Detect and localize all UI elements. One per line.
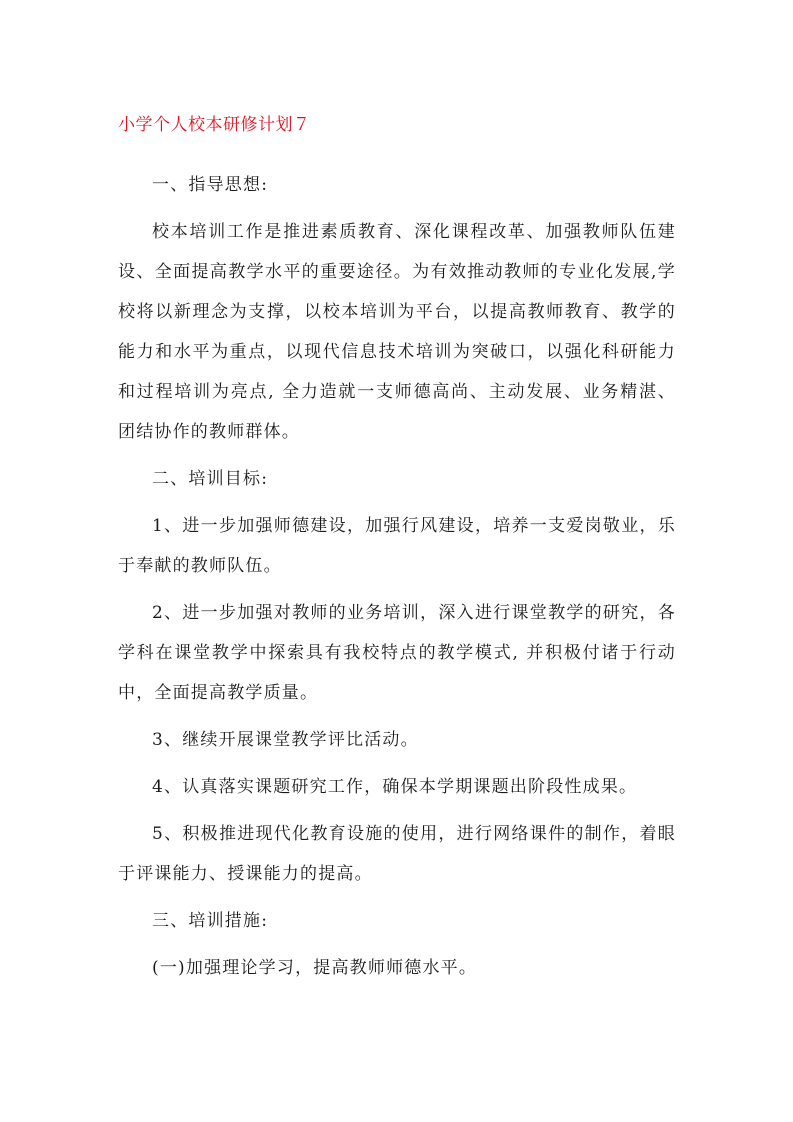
measure-item-1: (一)加强理论学习，提高教师师德水平。 (152, 958, 478, 978)
document-title: 小学个人校本研修计划７ (118, 115, 311, 135)
document-body (118, 113, 676, 995)
paragraph-guiding-ideology: 校本培训工作是推进素质教育、深化课程改革、加强教师队伍建设、全面提高教学水平的重要途径。为有效推动教师的专业化发展,学校将以新理念为支撑，以校本培训为平台，以提高教师教育、教学的能力和水平为重点，以现代信息技术培训为突破口，以强化科研能力和过程培训为亮点, 全力造就一支师德高尚、主动发展、业务精湛、团结协作的教师群体。 (118, 222, 676, 442)
goal-item-4: 4、认真落实课题研究工作，确保本学期课题出阶段性成果。 (152, 777, 638, 797)
goal-item-1: 1、进一步加强师德建设，加强行风建设，培养一支爱岗敬业，乐于奉献的教师队伍。 (118, 516, 676, 576)
goal-item-5: 5、积极推进现代化教育设施的使用，进行网络课件的制作，着眼于评课能力、授课能力的提高。 (118, 824, 676, 884)
section-heading-training-goals: 二、培训目标: (152, 469, 269, 489)
section-heading-training-measures: 三、培训措施: (152, 911, 269, 931)
section-heading-guiding-ideology: 一、指导思想: (152, 175, 269, 195)
goal-item-3: 3、继续开展课堂教学评比活动。 (152, 730, 419, 750)
goal-item-2: 2、进一步加强对教师的业务培训，深入进行课堂教学的研究，各学科在课堂教学中探索具有我校特点的教学模式, 并积极付诸于行动中，全面提高教学质量。 (118, 603, 676, 703)
